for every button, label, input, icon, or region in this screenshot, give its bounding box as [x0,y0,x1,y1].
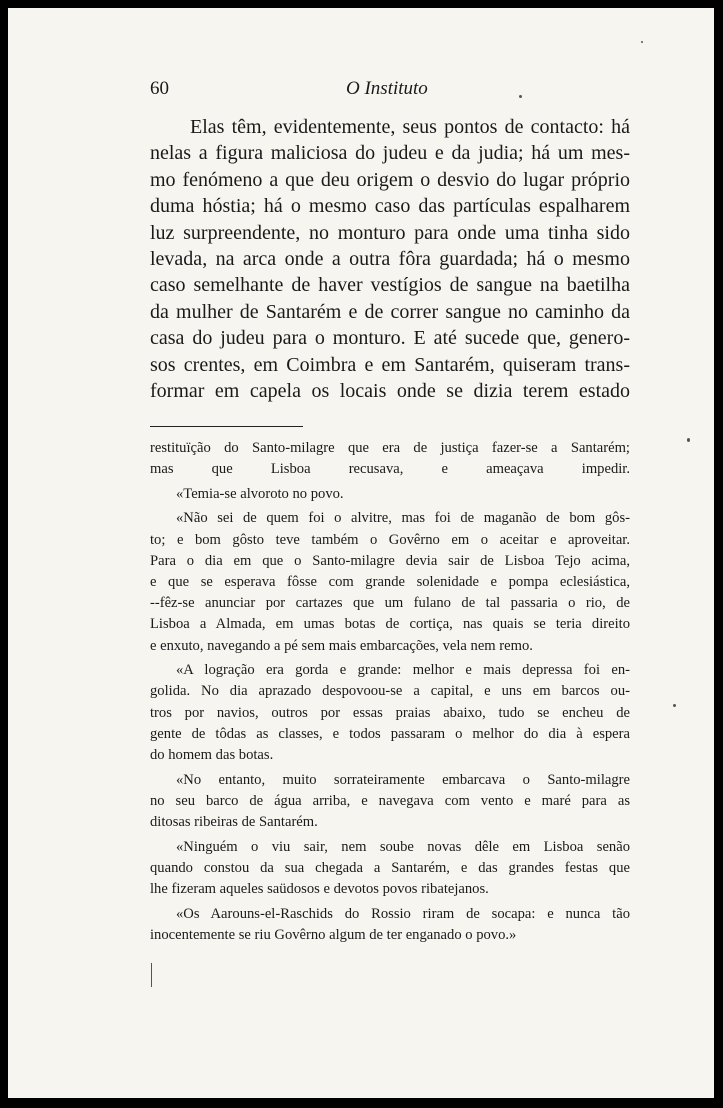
body-line: sos crentes, em Coimbra e em Santarém, quiseram trans- [150,353,630,376]
footnote-line: quando constou da sua chegada a Santarém, e das grandes festas que [150,859,630,876]
footnote-line: do homem das botas. [150,747,274,764]
footnote-line: tros por navios, outros por essas praias abaixo, tudo se encheu de [150,704,630,721]
footnote [150,438,630,949]
footnote-line: «No entanto, muito sorrateiramente embarcava o Santo-milagre [176,771,630,788]
book-page [8,8,714,1098]
paper-speck [687,438,690,442]
body-line: levada, na arca onde a outra fôra guardada; há o mesmo [150,248,630,271]
footnote-line: «Não sei de quem foi o alvitre, mas foi de maganão de bom gôs- [176,510,630,527]
body-line: formar em capela os locais onde se dizia terem estado [150,380,630,403]
footnote-line: gente de tôdas as classes, e todos passaram o melhor do dia à espera [150,725,630,742]
paper-speck [151,963,152,987]
body-line: Elas têm, evidentemente, seus pontos de contacto: há [190,116,630,138]
footnote-line: --fêz-se anunciar por cartazes que um fulano de tal passaria o rio, de [150,595,630,612]
footnote-line: no seu barco de água arriba, e navegava com vento e maré para as [150,792,630,809]
body-line: da mulher de Santarém e de correr sangue no caminho da [150,300,630,323]
running-title: O Instituto [346,78,428,99]
footnote-line: inocentemente se riu Govêrno algum de ter enganado o povo.» [150,926,517,943]
paper-speck [519,95,522,98]
footnote-line: to; e bom gôsto teve também o Govêrno em o aceitar e aproveitar. [150,531,630,548]
footnote-line: mas que Lisboa recusava, e ameaçava impedir. [150,461,630,478]
body-line: mo fenómeno a que deu origem o desvio do lugar próprio [150,168,630,191]
footnote-line: «Temia-se alvoroto no povo. [176,485,344,502]
footnote-line: e que se esperava fôsse com grande solenidade e pompa eclesiástica, [150,574,630,590]
page-header [150,78,630,102]
footnote-line: Lisboa a Almada, em umas botas de cortiça, nas quais se teria direito [150,616,630,633]
main-paragraph [150,114,630,404]
footnote-line: golida. No dia aprazado despovoou-se a capital, e uns em barcos ou- [150,683,630,700]
body-line: nelas a figura maliciosa do judeu e da judia; há um mes- [150,142,630,165]
paper-speck [673,704,676,707]
footnote-paragraph [150,837,630,901]
footnote-line: restituïção do Santo-milagre que era de justiça fazer-se a Santarém; [150,440,630,456]
body-line: casa do judeu para o monturo. E até sucede que, genero- [150,327,630,350]
footnote-paragraph [150,438,630,480]
body-line: luz surpreendente, no monturo para onde uma tinha sido [150,221,630,244]
footnote-paragraph [150,660,630,766]
footnote-paragraph [150,904,630,946]
page-number: 60 [150,78,169,99]
footnote-paragraph [150,508,630,656]
paper-speck [641,41,643,43]
body-line: caso semelhante de haver vestígios de sangue na baetilha [150,274,630,297]
footnote-line: ditosas ribeiras de Santarém. [150,814,318,831]
footnote-line: «Os Aarouns-el-Raschids do Rossio riram de socapa: e nunca tão [176,905,630,922]
body-line: duma hóstia; há o mesmo caso das partículas espalharem [150,195,630,218]
footnote-line: lhe fizeram aqueles saüdosos e devotos povos ribatejanos. [150,881,489,898]
footnote-line: «Ninguém o viu sair, nem soube novas dêle em Lisboa senão [176,838,630,855]
footnote-divider [150,426,303,427]
footnote-paragraph [150,770,630,834]
footnote-line: «A logração era gorda e grande: melhor e mais depressa foi en- [176,662,630,679]
footnote-line: e enxuto, navegando a pé sem mais embarcações, vela nem remo. [150,637,533,654]
footnote-paragraph [150,484,630,505]
footnote-line: Para o dia em que o Santo-milagre devia sair de Lisboa Tejo acima, [150,552,630,569]
